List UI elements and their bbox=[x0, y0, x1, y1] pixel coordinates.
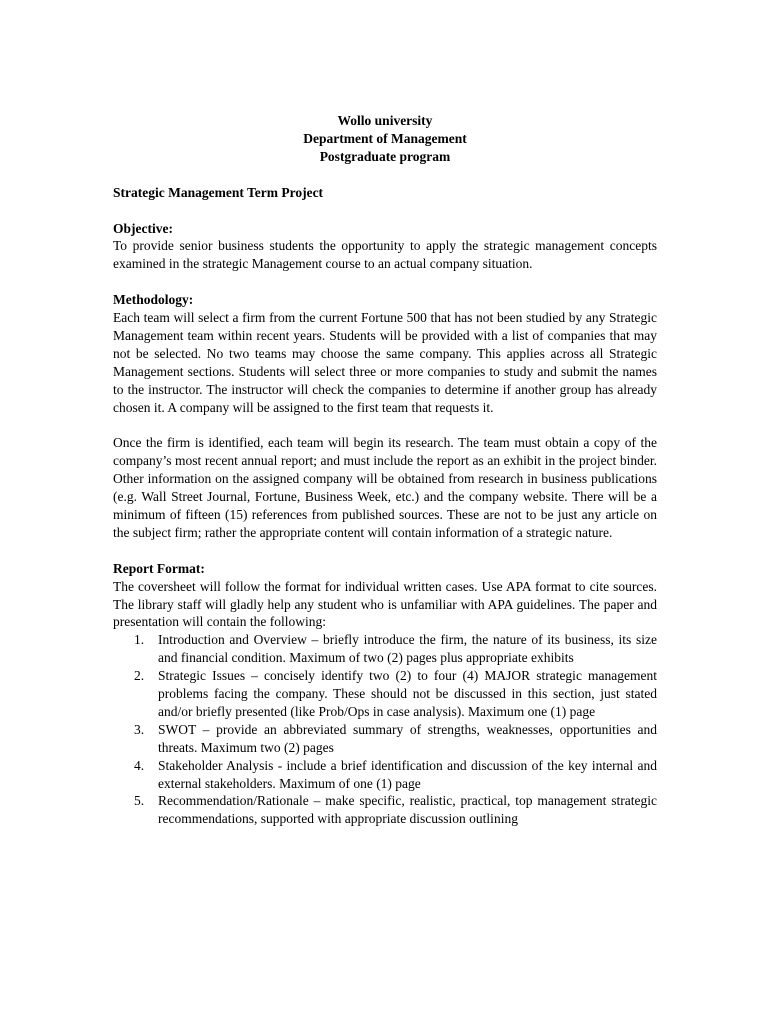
objective-text: To provide senior business students the opportunity to apply the strategic management concepts examined in the strategic Management course to an actual company situation. bbox=[113, 238, 657, 272]
document-header bbox=[113, 112, 657, 166]
list-item bbox=[113, 667, 657, 721]
objective-heading: Objective: bbox=[113, 220, 173, 236]
methodology-heading: Methodology: bbox=[113, 292, 194, 308]
list-item-text: Introduction and Overview – briefly introduce the firm, the nature of its business, its size and financial condition. Maximum of two (2) pages plus appropriate exhibits bbox=[158, 632, 657, 666]
list-item-text: SWOT – provide an abbreviated summary of strengths, weaknesses, opportunities and threats. Maximum two (2) pages bbox=[158, 721, 657, 755]
list-item-text: Strategic Issues – concisely identify two (2) to four (4) MAJOR strategic management problems facing the company. These should not be discussed in this section, just stated and/or briefly presented (like Prob/Ops in case analysis). Maximum one (1) page bbox=[158, 668, 657, 719]
document-title: Strategic Management Term Project bbox=[113, 184, 324, 200]
list-item-number: 2. bbox=[134, 668, 145, 684]
list-item bbox=[113, 721, 657, 757]
list-item-number: 3. bbox=[134, 721, 145, 737]
list-item bbox=[113, 792, 657, 828]
list-item bbox=[113, 631, 657, 667]
methodology-paragraph-1: Each team will select a firm from the current Fortune 500 that has not been studied by any Strategic Management team within recent years. Students will be provided with a list of companies that may not be selected. No two teams may choose the same company. This applies across all Strategic Management sections. Students will select three or more companies to study and submit the names to the instructor. The instructor will check the companies to determine if another group has already chosen it. A company will be assigned to the first team that requests it. bbox=[113, 310, 657, 415]
list-item-number: 1. bbox=[134, 632, 145, 648]
objective-section bbox=[113, 220, 657, 274]
list-item-text: Stakeholder Analysis - include a brief identification and discussion of the key internal and external stakeholders. Maximum of one (1) page bbox=[158, 757, 657, 791]
list-item bbox=[113, 757, 657, 793]
report-format-section bbox=[113, 560, 657, 829]
list-item-number: 5. bbox=[134, 793, 145, 809]
document-page bbox=[113, 112, 657, 828]
program-name: Postgraduate program bbox=[319, 148, 451, 164]
methodology-paragraph-2: Once the firm is identified, each team will begin its research. The team must obtain a copy of the company’s most recent annual report; and must include the report as an exhibit in the project binder. Other information on the assigned company will be obtained from research in business publications (e.g. Wall Street Journal, Fortune, Business Week, etc.) and the company website. There will be a minimum of fifteen (15) references from published sources. These are not to be just any article on the subject firm; rather the appropriate content will contain information of a strategic nature. bbox=[113, 435, 657, 540]
report-format-heading: Report Format: bbox=[113, 560, 205, 576]
methodology-section bbox=[113, 291, 657, 542]
report-contents-list bbox=[113, 631, 657, 828]
list-item-number: 4. bbox=[134, 757, 145, 773]
department-name: Department of Management bbox=[303, 130, 467, 146]
university-name: Wollo university bbox=[337, 113, 433, 128]
report-format-intro: The coversheet will follow the format for individual written cases. Use APA format to cite sources. The library staff will gladly help any student who is unfamiliar with APA guidelines. The paper and presentation will contain the following: bbox=[113, 578, 657, 630]
list-item-text: Recommendation/Rationale – make specific, realistic, practical, top management strategic recommendations, supported with appropriate discussion outlining bbox=[158, 793, 657, 827]
